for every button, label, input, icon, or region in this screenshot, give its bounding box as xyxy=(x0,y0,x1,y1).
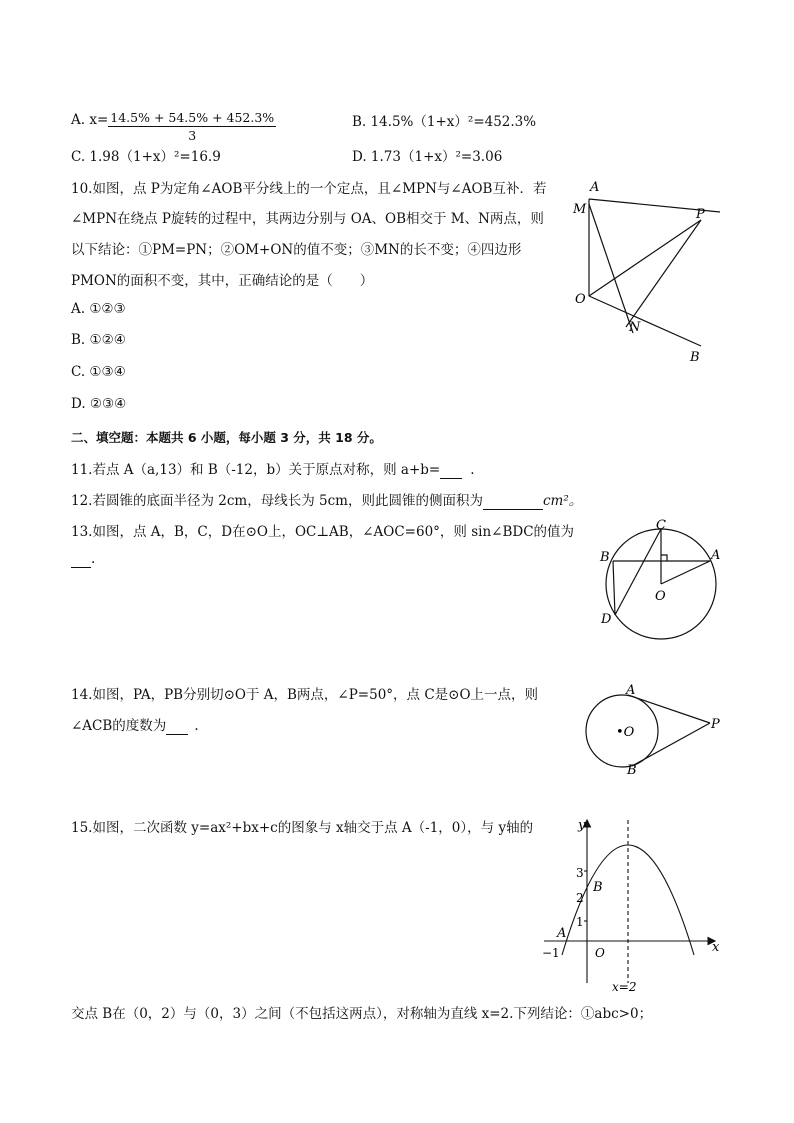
q11-text: 11.若点 A（a,13）和 B（-12，b）关于原点对称，则 a+b= xyxy=(71,462,441,478)
segment-mn xyxy=(589,204,633,333)
q14-tail: . xyxy=(194,718,199,734)
segment-op xyxy=(589,220,701,296)
chord-bd xyxy=(613,561,615,615)
q10-option-d: D. ②③④ xyxy=(71,396,127,412)
q13-stem-line2 xyxy=(71,551,95,568)
q14-stem-line2 xyxy=(71,714,199,735)
label-a: A xyxy=(711,548,721,563)
tick-label-neg1: −1 xyxy=(542,946,560,960)
fraction-denominator: 3 xyxy=(188,128,197,143)
q11-tail: . xyxy=(470,462,475,478)
q9-option-a-fraction xyxy=(108,110,276,143)
label-m: M xyxy=(573,202,587,217)
q10-stem-line1: 10.如图，点 P为定角∠AOB平分线上的一个定点，且∠MPN与∠AOB互补．若 xyxy=(71,181,547,197)
label-b: B xyxy=(690,350,700,365)
label-symmetry-axis: x=2 xyxy=(612,980,637,994)
segment-pn xyxy=(626,220,701,327)
q13-stem-line1: 13.如图，点 A，B，C，D在⊙O上，OC⊥AB，∠AOC=60°，则 sin∠BDC的值为 xyxy=(71,524,575,540)
label-a: A xyxy=(626,683,636,698)
q12-unit: cm²。 xyxy=(542,493,583,509)
q9-option-a xyxy=(71,104,276,143)
q14-stem-line1: 14.如图，PA，PB分别切⊙O于 A，B两点，∠P=50°，点 C是⊙O上一点，则 xyxy=(71,687,539,703)
q9-option-d: D. 1.73（1+x）²=3.06 xyxy=(352,149,503,165)
label-c: C xyxy=(656,518,666,533)
q9-option-b: B. 14.5%（1+x）²=452.3% xyxy=(352,114,537,130)
q10-figure xyxy=(560,175,740,370)
answer-blank xyxy=(166,718,188,735)
q10-stem-line2: ∠MPN在绕点 P旋转的过程中，其两边分别与 OA、OB相交于 M、N两点，则 xyxy=(71,211,544,227)
q15-stem-line1: 15.如图，二次函数 y=ax²+bx+c的图象与 x轴交于点 A（-1，0），与 y轴的 xyxy=(71,820,534,836)
label-p: P xyxy=(711,717,720,732)
q10-stem-line4: PMON的面积不变，其中，正确结论的是（ ） xyxy=(71,273,374,289)
q10-option-a: A. ①②③ xyxy=(71,301,126,317)
q13-figure xyxy=(590,515,730,655)
answer-blank xyxy=(483,493,543,510)
label-x: x xyxy=(712,940,720,955)
tick-label-1: 1 xyxy=(576,915,584,929)
tangent-pb xyxy=(632,723,710,766)
ray-ob xyxy=(589,296,701,346)
label-o: O xyxy=(575,292,586,307)
tick-label-2: 2 xyxy=(576,891,584,905)
q10-option-b: B. ①②④ xyxy=(71,332,126,348)
tangent-pa xyxy=(628,695,710,723)
q9-option-a-prefix: A. x= xyxy=(71,112,109,128)
tick-label-3: 3 xyxy=(576,866,584,880)
radius-oa xyxy=(661,561,710,584)
label-o: •O xyxy=(616,725,635,740)
label-b: B xyxy=(600,550,610,565)
q15-stem-line2: 交点 B在（0，2）与（0，3）之间（不包括这两点），对称轴为直线 x=2.下列结论：①abc>0； xyxy=(71,1006,653,1022)
q14-figure xyxy=(580,680,730,780)
section-heading: 二、填空题：本题共 6 小题，每小题 3 分，共 18 分。 xyxy=(71,430,382,445)
q14-text: ∠ACB的度数为 xyxy=(71,718,167,734)
q11-stem xyxy=(71,458,475,479)
label-o: O xyxy=(655,589,666,604)
fraction-numerator: 14.5% + 54.5% + 452.3% xyxy=(110,110,275,125)
label-d: D xyxy=(601,612,612,627)
label-y: y xyxy=(578,818,586,833)
label-origin: O xyxy=(595,946,605,960)
label-b: B xyxy=(593,880,603,895)
q9-option-c: C. 1.98（1+x）²=16.9 xyxy=(71,149,221,165)
q10-option-c: C. ①③④ xyxy=(71,364,126,380)
label-a: A xyxy=(557,926,567,941)
label-n: N xyxy=(629,320,641,335)
q12-text: 12.若圆锥的底面半径为 2cm，母线长为 5cm，则此圆锥的侧面积为 xyxy=(71,493,483,509)
q15-figure xyxy=(540,815,725,995)
label-b: B xyxy=(627,763,637,778)
q10-stem-line3: 以下结论：①PM=PN；②OM+ON的值不变；③MN的长不变；④四边形 xyxy=(71,242,522,258)
q13-tail: . xyxy=(91,551,96,567)
label-p: P xyxy=(696,207,705,222)
answer-blank xyxy=(440,462,462,479)
answer-blank xyxy=(71,551,91,568)
q12-stem xyxy=(71,489,582,510)
right-angle-mark xyxy=(661,555,667,561)
label-a: A xyxy=(590,180,600,195)
